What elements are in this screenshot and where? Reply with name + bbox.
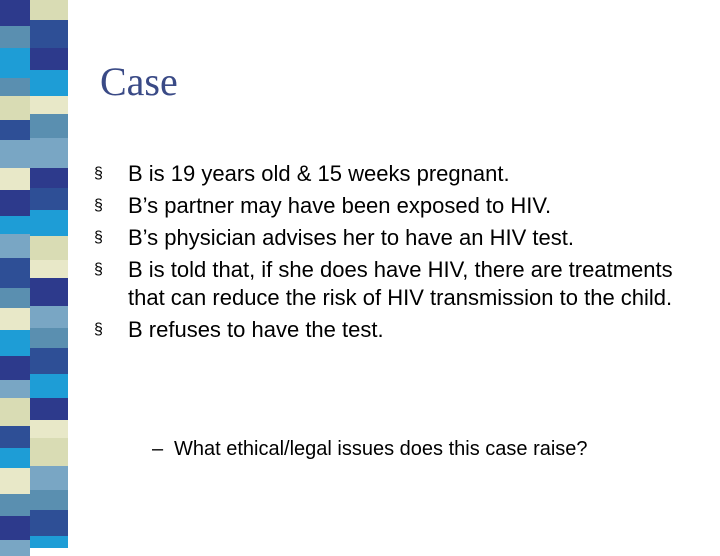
stripe-left-segment (0, 0, 30, 26)
stripe-right-segment (30, 48, 68, 70)
stripe-right-segment (30, 536, 68, 548)
stripe-left-segment (0, 190, 30, 216)
stripe-left-segment (0, 234, 30, 258)
stripe-right-segment (30, 348, 68, 374)
stripe-right-segment (30, 188, 68, 210)
stripe-right-segment (30, 236, 68, 260)
bullet-text: B’s physician advises her to have an HIV test. (128, 225, 574, 250)
stripe-right-segment (30, 20, 68, 48)
stripe-right-segment (30, 438, 68, 466)
stripe-left-segment (0, 516, 30, 540)
section-sign-icon: § (94, 197, 103, 214)
stripe-left-segment (0, 120, 30, 140)
bullet-text: B’s partner may have been exposed to HIV. (128, 193, 552, 218)
stripe-left-segment (0, 78, 30, 96)
stripe-left-segment (0, 216, 30, 234)
stripe-right-segment (30, 328, 68, 348)
stripe-left-segment (0, 308, 30, 330)
stripe-left-segment (0, 426, 30, 448)
stripe-left-segment (0, 258, 30, 288)
stripe-left-segment (0, 468, 30, 494)
bullet-item (92, 316, 712, 344)
stripe-right-segment (30, 210, 68, 236)
stripe-left-segment (0, 356, 30, 380)
stripe-right-segment (30, 306, 68, 328)
stripe-right-segment (30, 278, 68, 306)
stripe-right-segment (30, 70, 68, 96)
sub-bullet-item (152, 436, 712, 462)
stripe-right-segment (30, 114, 68, 138)
stripe-left-segment (0, 398, 30, 426)
sub-bullet-text: What ethical/legal issues does this case raise? (174, 438, 588, 460)
sub-bullet-list (152, 436, 712, 462)
stripe-left-segment (0, 330, 30, 356)
stripe-right-segment (30, 374, 68, 398)
stripe-right-segment (30, 420, 68, 438)
stripe-left-segment (0, 540, 30, 556)
section-sign-icon: § (94, 165, 103, 182)
stripe-right-segment (30, 260, 68, 278)
stripe-left-segment (0, 26, 30, 48)
bullet-list (92, 160, 712, 348)
slide-title: Case (100, 59, 178, 104)
stripe-right-segment (30, 96, 68, 114)
stripe-left-segment (0, 288, 30, 308)
stripe-right-segment (30, 510, 68, 536)
stripe-right-segment (30, 0, 68, 20)
stripe-column-right (30, 0, 68, 540)
bullet-item (92, 256, 712, 312)
stripe-right-segment (30, 466, 68, 490)
bullet-text: B is told that, if she does have HIV, there are treatments that can reduce the risk of HIV transmission to the child. (128, 257, 673, 310)
stripe-right-segment (30, 490, 68, 510)
stripe-left-segment (0, 48, 30, 78)
stripe-left-segment (0, 494, 30, 516)
bullet-item (92, 160, 712, 188)
stripe-right-segment (30, 168, 68, 188)
stripe-left-segment (0, 140, 30, 168)
decorative-stripe (0, 0, 68, 540)
bullet-text: B refuses to have the test. (128, 317, 384, 342)
bullet-item (92, 224, 712, 252)
stripe-left-segment (0, 448, 30, 468)
stripe-right-segment (30, 138, 68, 168)
section-sign-icon: § (94, 229, 103, 246)
stripe-column-left (0, 0, 30, 540)
bullet-item (92, 192, 712, 220)
stripe-left-segment (0, 168, 30, 190)
stripe-left-segment (0, 380, 30, 398)
stripe-left-segment (0, 96, 30, 120)
stripe-right-segment (30, 398, 68, 420)
bullet-text: B is 19 years old & 15 weeks pregnant. (128, 161, 510, 186)
section-sign-icon: § (94, 321, 103, 338)
section-sign-icon: § (94, 261, 103, 278)
dash-icon: – (152, 438, 164, 460)
